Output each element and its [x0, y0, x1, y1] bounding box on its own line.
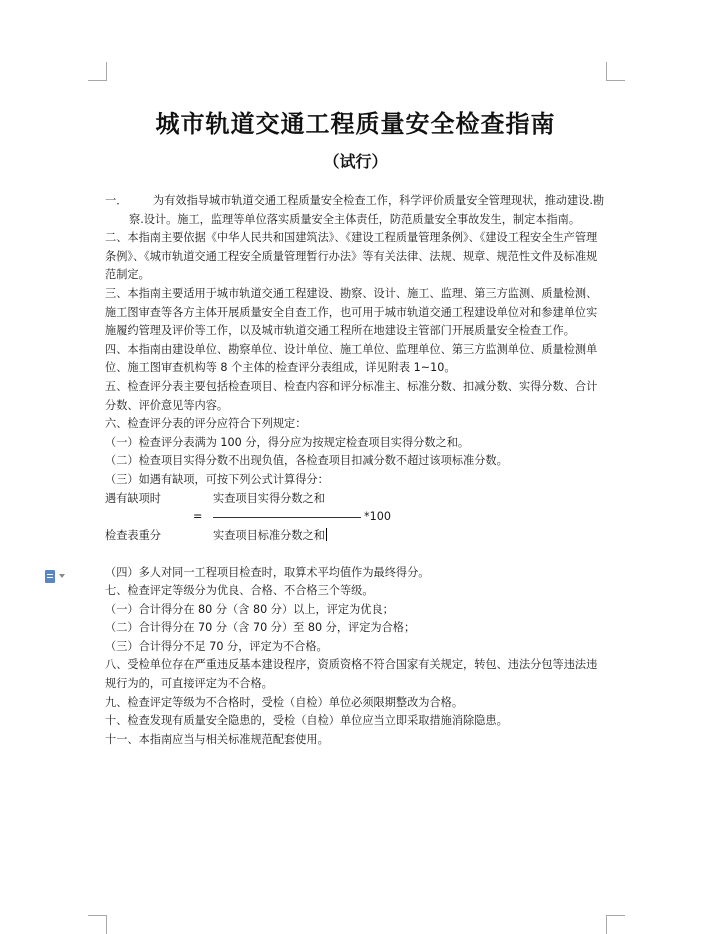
page-corner-mark: [88, 915, 107, 934]
formula-label-bottom: 检查表重分: [105, 528, 161, 542]
item-text: 为有效指导城市轨道交通工程质量安全检查工作，科学评价质量安全管理现状，推动建设.勘察.设计。施工，监理等单位落实质量安全主体责任，防范质量安全事故发生，制定本指南。: [129, 194, 605, 226]
page-corner-mark: [88, 62, 107, 81]
paragraph: （一）检查评分表满为 100 分，得分应为按规定检查项目实得分数之和。: [105, 435, 470, 449]
paragraph: （三）如遇有缺项，可按下列公式计算得分：: [105, 472, 329, 486]
formula-label-top: 遇有缺项时: [105, 491, 161, 505]
formula-multiplier: *100: [364, 509, 391, 523]
paragraph: （二）合计得分在 70 分（含 70 分）至 80 分，评定为合格；: [105, 621, 416, 635]
document-subtitle: （试行）: [323, 152, 388, 171]
paragraph: （四）多人对同一工程项目检查时，取算术平均值作为最终得分。: [105, 565, 430, 579]
document-icon: [45, 570, 55, 583]
paragraph: 七、检查评定等级分为优良、合格、不合格三个等级。: [105, 584, 374, 598]
paragraph: 四、本指南由建设单位、勘察单位、设计单位、施工单位、监理单位、第三方监测单位、质量检测单位、施工图审查机构等 8 个主体的检查评分表组成，详见附表 1~10。: [105, 342, 598, 375]
chevron-down-icon: [59, 574, 65, 578]
text-cursor: [326, 528, 327, 541]
paragraph: 九、检查评定等级为不合格时，受检（自检）单位必须限期整改为合格。: [105, 695, 464, 709]
paragraph: 五、检查评分表主要包括检查项目、检查内容和评分标准主、标准分数、扣减分数、实得分数、合计分数、评价意见等内容。: [105, 379, 598, 412]
document-menu-icon[interactable]: [45, 570, 65, 584]
fraction-line: [213, 517, 361, 518]
paragraph: （二）检查项目实得分数不出现负值，各检查项目扣减分数不超过该项标准分数。: [105, 454, 508, 468]
page-corner-mark: [606, 915, 625, 934]
paragraph: 八、受检单位存在严重违反基本建设程序，资质资格不符合国家有关规定，转包、违法分包等违法违规行为的，可直接评定为不合格。: [105, 658, 598, 691]
paragraph: 十、检查发现有质量安全隐患的，受检（自检）单位应当立即采取措施消除隐患。: [105, 714, 508, 728]
document-title: 城市轨道交通工程质量安全检查指南: [155, 109, 556, 138]
item-number: 一．: [105, 194, 128, 207]
paragraph: [105, 192, 607, 229]
formula-denominator: 实查项目标准分数之和: [213, 528, 325, 542]
paragraph: 三、本指南主要适用于城市轨道交通工程建设、勘察、设计、施工、监理、第三方监测、质量检测、施工图审查等各方主体开展质量安全自查工作，也可用于城市轨道交通工程建设单位对和参建单位实施履约管理及评价等工作，以及城市轨道交通工程所在地建设主管部门开展质量安全检查工作。: [105, 286, 598, 338]
formula-numerator: 实查项目实得分数之和: [213, 491, 325, 505]
page-corner-mark: [606, 62, 625, 81]
document-body[interactable]: [105, 192, 607, 749]
formula-denominator-wrap: [213, 527, 327, 546]
formula-equals: =: [193, 509, 203, 523]
paragraph: 十一、本指南应当与相关标准规范配套使用。: [105, 732, 329, 746]
paragraph: 二、本指南主要依据《中华人民共和国建筑法》、《建设工程质量管理条例》、《建设工程安全生产管理条例》、《城市轨道交通工程安全质量管理暂行办法》等有关法律、法规、规章、规范性文件及标准规范制定。: [105, 231, 598, 282]
paragraph: （三）合计得分不足 70 分，评定为不合格。: [105, 639, 328, 653]
score-formula: [105, 490, 607, 564]
paragraph: （一）合计得分在 80 分（含 80 分）以上，评定为优良；: [105, 602, 394, 616]
paragraph: 六、检查评分表的评分应符合下列规定：: [105, 417, 307, 431]
